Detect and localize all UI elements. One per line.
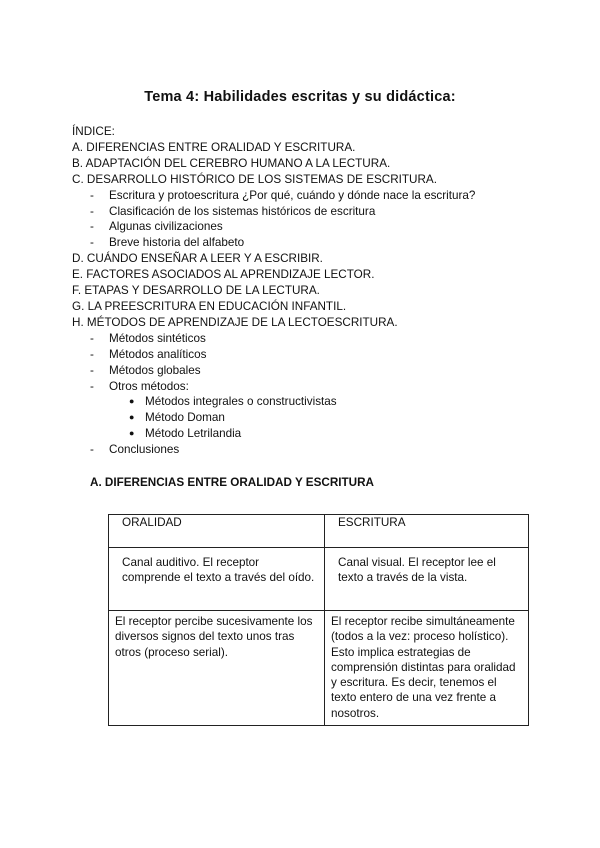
index-section-g: G. LA PREESCRITURA EN EDUCACIÓN INFANTIL. [72, 299, 347, 313]
table-row [109, 611, 529, 726]
bullet-marker: ● [129, 396, 135, 407]
dash-marker: - [90, 236, 94, 250]
list-item [72, 188, 475, 204]
dash-marker: - [90, 220, 94, 234]
index-heading: ÍNDICE: [72, 125, 115, 138]
list-item-text: Conclusiones [109, 443, 180, 457]
list-item [72, 347, 475, 363]
index-section-b: B. ADAPTACIÓN DEL CEREBRO HUMANO A LA LECTURA. [72, 156, 391, 170]
dash-marker: - [90, 363, 94, 377]
list-item-text: Métodos sintéticos [109, 331, 206, 345]
dash-marker: - [90, 379, 94, 393]
index-section-h: H. MÉTODOS DE APRENDIZAJE DE LA LECTOESCRITURA. [72, 315, 398, 329]
list-item-text: Escritura y protoescritura ¿Por qué, cuándo y dónde nace la escritura? [109, 188, 476, 202]
index-section-c: C. DESARROLLO HISTÓRICO DE LOS SISTEMAS DE ESCRITURA. [72, 172, 437, 186]
index-section-d: D. CUÁNDO ENSEÑAR A LEER Y A ESCRIBIR. [72, 252, 323, 266]
table-cell: El receptor percibe sucesivamente los diversos signos del texto unos tras otros (proceso serial). [109, 611, 325, 726]
table-cell: Canal visual. El receptor lee el texto a través de la vista. [325, 548, 529, 611]
index-section-f: F. ETAPAS Y DESARROLLO DE LA LECTURA. [72, 284, 320, 298]
dash-marker: - [90, 331, 94, 345]
index-section-a: A. DIFERENCIAS ENTRE ORALIDAD Y ESCRITURA. [72, 140, 356, 154]
list-item-text: Breve historia del alfabeto [109, 236, 245, 250]
list-item-text: Métodos integrales o constructivistas [145, 395, 337, 409]
list-item [72, 331, 475, 347]
table-cell: Canal auditivo. El receptor comprende el texto a través del oído. [109, 548, 325, 611]
list-item-text: Método Letrilandia [145, 427, 242, 441]
list-item [72, 379, 475, 395]
list-item-text: Método Doman [145, 411, 225, 425]
list-item-text: Métodos globales [109, 363, 201, 377]
dash-marker: - [90, 188, 94, 202]
bullet-marker: ● [129, 412, 135, 423]
list-item-text: Métodos analíticos [109, 347, 207, 361]
list-item [72, 410, 475, 426]
dash-marker: - [90, 347, 94, 361]
list-item [72, 219, 475, 235]
table-header-cell: ESCRITURA [325, 515, 529, 548]
index-section-e: E. FACTORES ASOCIADOS AL APRENDIZAJE LECTOR. [72, 268, 375, 282]
section-a-heading: A. DIFERENCIAS ENTRE ORALIDAD Y ESCRITURA [90, 476, 374, 489]
list-item [72, 204, 475, 220]
comparison-table [108, 514, 529, 726]
bullet-marker: ● [129, 428, 135, 439]
list-item [72, 394, 475, 410]
table-header-cell: ORALIDAD [109, 515, 325, 548]
list-item-text: Otros métodos: [109, 379, 189, 393]
list-item-text: Algunas civilizaciones [109, 220, 223, 234]
table-of-contents [72, 124, 475, 458]
list-item [72, 442, 475, 458]
table-row [109, 548, 529, 611]
dash-marker: - [90, 204, 94, 218]
dash-marker: - [90, 443, 94, 457]
table-cell: El receptor recibe simultáneamente (todos a la vez: proceso holístico). Esto implica estrategias de comprensión distintas para oralidad y escritura. Es decir, tenemos el texto entero de una vez frente a nosotros. [325, 611, 529, 726]
table-header-row [109, 515, 529, 548]
list-item-text: Clasificación de los sistemas históricos de escritura [109, 204, 376, 218]
list-item [72, 426, 475, 442]
list-item [72, 235, 475, 251]
list-item [72, 363, 475, 379]
document-title: Tema 4: Habilidades escritas y su didáctica: [144, 89, 456, 105]
